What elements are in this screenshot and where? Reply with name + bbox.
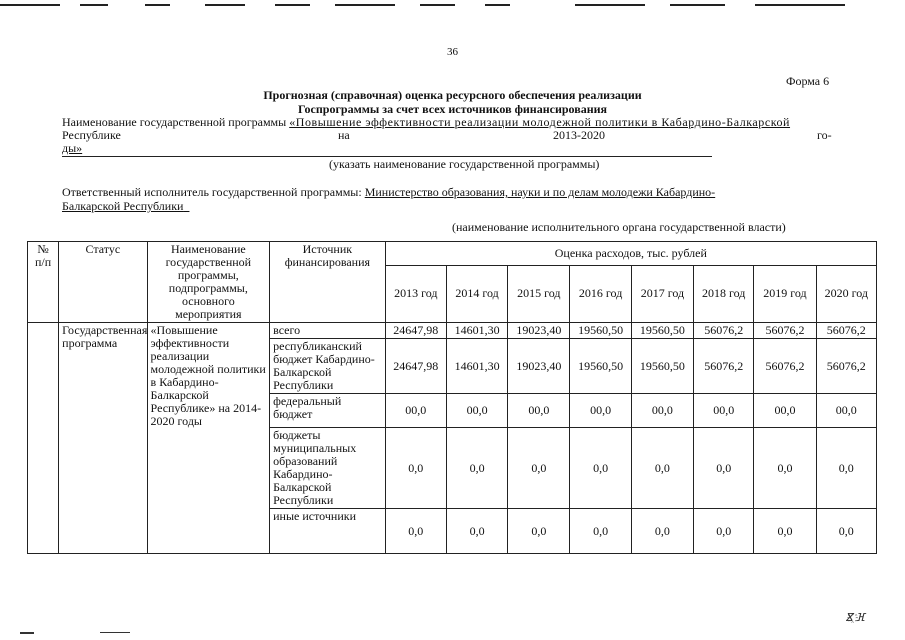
- value-cell: 19560,50: [631, 339, 693, 394]
- row-number-cell: [28, 323, 59, 554]
- value-cell: 0,0: [385, 509, 446, 554]
- table-header-row: [28, 242, 877, 266]
- header-num: № п/п: [28, 242, 59, 323]
- executor-prefix: Ответственный исполнитель государственной программы:: [62, 185, 365, 199]
- source-cell: федеральный бюджет: [270, 394, 386, 428]
- value-cell: 0,0: [631, 509, 693, 554]
- header-source: Источник финансирования: [270, 242, 386, 323]
- source-cell: иные источники: [270, 509, 386, 554]
- value-cell: 0,0: [694, 509, 754, 554]
- scan-edge-line: [100, 632, 130, 633]
- executor-line: [62, 185, 715, 200]
- scan-edge-line: [575, 4, 645, 6]
- executor-hint: (наименование исполнительного органа государственной власти): [452, 220, 786, 234]
- value-cell: 0,0: [816, 509, 876, 554]
- scan-edge-line: [0, 4, 60, 6]
- value-cell: 0,0: [754, 509, 816, 554]
- value-cell: 0,0: [694, 428, 754, 509]
- header-year: 2019 год: [754, 265, 816, 322]
- value-cell: 0,0: [754, 428, 816, 509]
- value-cell: 0,0: [446, 428, 507, 509]
- value-cell: 56076,2: [816, 323, 876, 339]
- header-estimate: Оценка расходов, тыс. рублей: [385, 242, 876, 266]
- program-name-prefix: Наименование государственной программы: [62, 115, 290, 129]
- value-cell: 0,0: [570, 509, 631, 554]
- document-title-line1: Прогнозная (справочная) оценка ресурсного обеспечения реализации: [263, 88, 642, 102]
- page-number: 36: [447, 46, 458, 58]
- value-cell: 0,0: [570, 428, 631, 509]
- source-cell: бюджеты муниципальных образований Кабардино-Балкарской Республики: [270, 428, 386, 509]
- scan-edge-line: [485, 4, 510, 6]
- scan-edge-line: [20, 632, 34, 634]
- value-cell: 19560,50: [631, 323, 693, 339]
- value-cell: 19560,50: [570, 339, 631, 394]
- scan-edge-line: [145, 4, 170, 6]
- program-name-line3: [62, 141, 712, 157]
- program-name-part1: «Повышение эффективности реализации молодежной политики в Кабардино-Балкарской: [289, 115, 791, 129]
- program-name-part2-c: 2013-2020: [553, 128, 605, 142]
- executor-line2: [62, 199, 189, 214]
- scan-edge-line: [335, 4, 395, 6]
- scan-edge-line: [755, 4, 845, 6]
- header-status: Статус: [59, 242, 147, 323]
- program-hint: (указать наименование государственной программы): [329, 157, 600, 171]
- program-name-part3: ды»: [62, 141, 83, 155]
- value-cell: 0,0: [508, 509, 570, 554]
- handwritten-signature: ⴵ҈ ⴼ: [845, 612, 865, 624]
- value-cell: 56076,2: [754, 339, 816, 394]
- program-name-part2-a: Республике: [62, 128, 121, 142]
- program-name-part2-d: го-: [817, 128, 832, 142]
- header-year: 2014 год: [446, 265, 507, 322]
- value-cell: 56076,2: [694, 323, 754, 339]
- value-cell: 00,0: [385, 394, 446, 428]
- value-cell: 14601,30: [446, 339, 507, 394]
- value-cell: 56076,2: [694, 339, 754, 394]
- table-row: [28, 323, 877, 339]
- scan-edge-line: [205, 4, 245, 6]
- header-year: 2020 год: [816, 265, 876, 322]
- value-cell: 19023,40: [508, 323, 570, 339]
- value-cell: 24647,98: [385, 339, 446, 394]
- document-title-line2: Госпрограммы за счет всех источников финансирования: [297, 102, 608, 116]
- value-cell: 56076,2: [754, 323, 816, 339]
- value-cell: 00,0: [508, 394, 570, 428]
- header-year: 2015 год: [508, 265, 570, 322]
- value-cell: 0,0: [816, 428, 876, 509]
- scan-edge-line: [275, 4, 310, 6]
- value-cell: 0,0: [385, 428, 446, 509]
- scan-edge-line: [80, 4, 108, 6]
- source-cell: республиканский бюджет Кабардино-Балкарской Республики: [270, 339, 386, 394]
- value-cell: 00,0: [754, 394, 816, 428]
- value-cell: 00,0: [446, 394, 507, 428]
- value-cell: 0,0: [446, 509, 507, 554]
- header-year: 2017 год: [631, 265, 693, 322]
- header-year: 2018 год: [694, 265, 754, 322]
- header-year: 2016 год: [570, 265, 631, 322]
- form-label: Форма 6: [786, 74, 830, 88]
- header-name: Наименование государственной программы, подпрограммы, основного мероприятия: [147, 242, 270, 323]
- value-cell: 19560,50: [570, 323, 631, 339]
- executor-name-part2: Балкарской Республики: [62, 199, 184, 213]
- value-cell: 24647,98: [385, 323, 446, 339]
- scan-edge-line: [670, 4, 725, 6]
- header-year: 2013 год: [385, 265, 446, 322]
- scan-edge-line: [420, 4, 455, 6]
- source-cell: всего: [270, 323, 386, 339]
- executor-name-part1: Министерство образования, науки и по делам молодежи Кабардино-: [364, 185, 716, 199]
- value-cell: 56076,2: [816, 339, 876, 394]
- value-cell: 19023,40: [508, 339, 570, 394]
- value-cell: 0,0: [631, 428, 693, 509]
- program-name-cell: «Повышение эффективности реализации молодежной политики в Кабардино-Балкарской Республике» на 2014-2020 годы: [147, 323, 270, 554]
- value-cell: 0,0: [508, 428, 570, 509]
- value-cell: 00,0: [570, 394, 631, 428]
- value-cell: 00,0: [631, 394, 693, 428]
- program-name-part2-b: на: [338, 128, 350, 142]
- status-cell: Государственная программа: [59, 323, 147, 554]
- resource-table: [27, 241, 877, 554]
- value-cell: 00,0: [694, 394, 754, 428]
- value-cell: 14601,30: [446, 323, 507, 339]
- value-cell: 00,0: [816, 394, 876, 428]
